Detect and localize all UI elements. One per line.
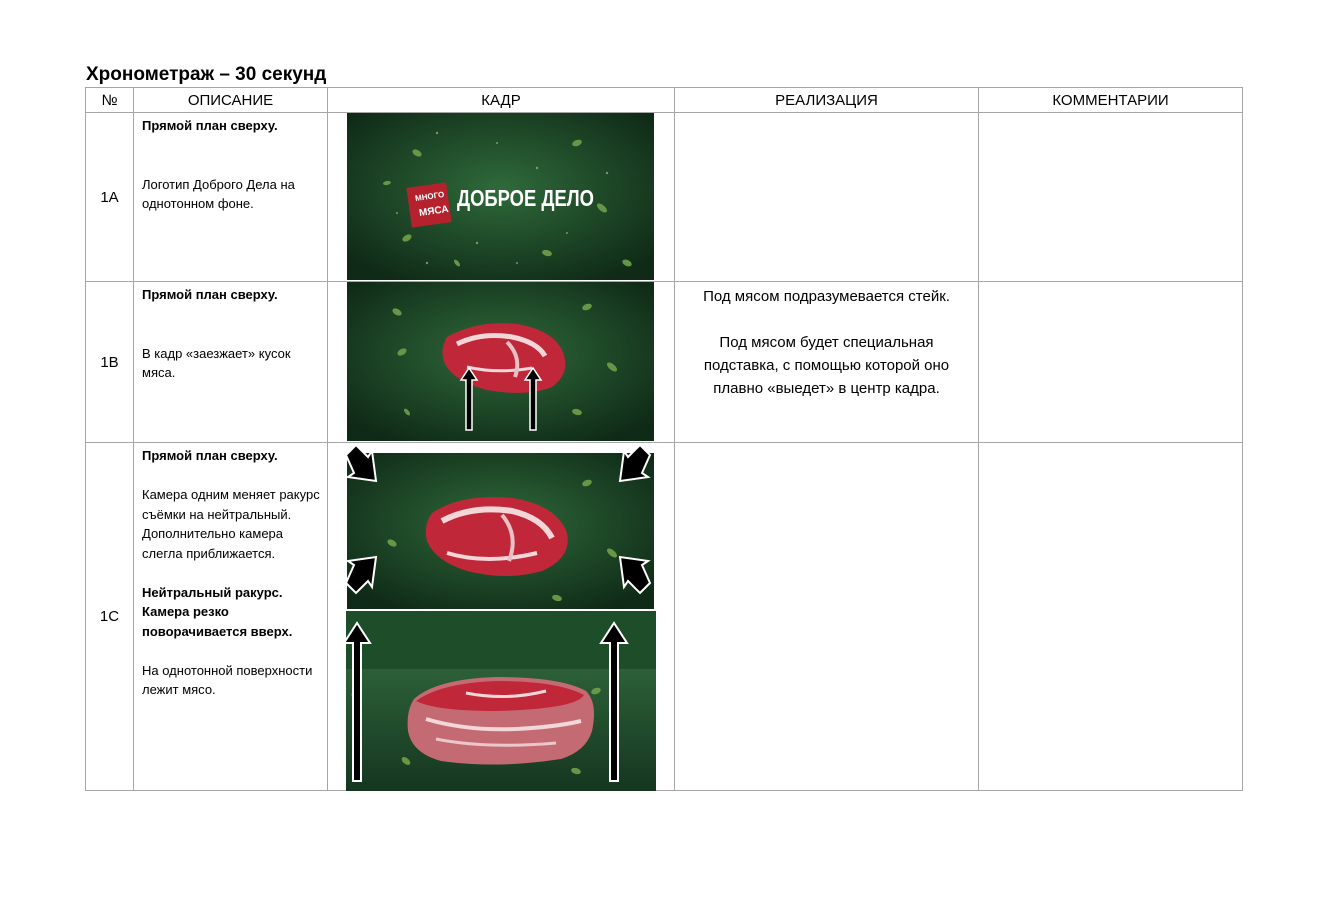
header-frame: КАДР — [328, 88, 675, 113]
camera-arrows-icon — [342, 443, 662, 611]
description-text: В кадр «заезжает» кусок мяса. — [142, 345, 291, 380]
description-text-2: На однотонной поверхности лежит мясо. — [142, 662, 313, 697]
row-implementation — [675, 443, 979, 791]
frame-image-logo — [347, 113, 654, 280]
description-heading-2: Нейтральный ракурс. Камера резко поворачивается вверх. — [142, 584, 293, 639]
header-description: ОПИСАНИЕ — [134, 88, 328, 113]
implementation-text-2: Под мясом будет специальная подставка, с помощью которой оно плавно «выедет» в центр кадра. — [703, 334, 950, 397]
logo-badge-top: МНОГО — [414, 190, 445, 203]
header-implementation: РЕАЛИЗАЦИЯ — [675, 88, 979, 113]
row-comments — [979, 443, 1243, 791]
row-number: 1C — [86, 443, 134, 791]
row-implementation — [675, 282, 979, 443]
table-row — [86, 282, 1243, 443]
description-text: Логотип Доброго Дела на однотонном фоне. — [142, 176, 295, 211]
row-description — [134, 443, 328, 791]
storyboard-table — [85, 87, 1243, 791]
header-row — [86, 88, 1243, 113]
table-row — [86, 443, 1243, 791]
description-heading: Прямой план сверху. — [142, 287, 278, 302]
row-comments — [979, 282, 1243, 443]
row-number: 1B — [86, 282, 134, 443]
page-title: Хронометраж – 30 секунд — [86, 64, 327, 85]
description-heading: Прямой план сверху. — [142, 118, 278, 133]
header-num: № — [86, 88, 134, 113]
row-frame — [328, 113, 675, 282]
logo-badge-bottom: МЯСА — [418, 203, 450, 220]
row-frame — [328, 443, 675, 791]
frame-image-steak-enters — [347, 282, 654, 441]
row-description — [134, 282, 328, 443]
table-row — [86, 113, 1243, 282]
implementation-text-1: Под мясом подразумевается стейк. — [703, 288, 950, 305]
row-comments — [979, 113, 1243, 282]
description-heading: Прямой план сверху. — [142, 448, 278, 463]
header-comments: КОММЕНТАРИИ — [979, 88, 1243, 113]
row-frame — [328, 282, 675, 443]
logo-text: ДОБРОЕ ДЕЛО — [457, 185, 594, 211]
row-number: 1A — [86, 113, 134, 282]
row-description — [134, 113, 328, 282]
description-text: Камера одним меняет ракурс съёмки на нейтральный. Дополнительно камера слегла приближается. — [142, 487, 320, 561]
row-implementation — [675, 113, 979, 282]
tilt-up-arrows-icon — [342, 619, 662, 791]
